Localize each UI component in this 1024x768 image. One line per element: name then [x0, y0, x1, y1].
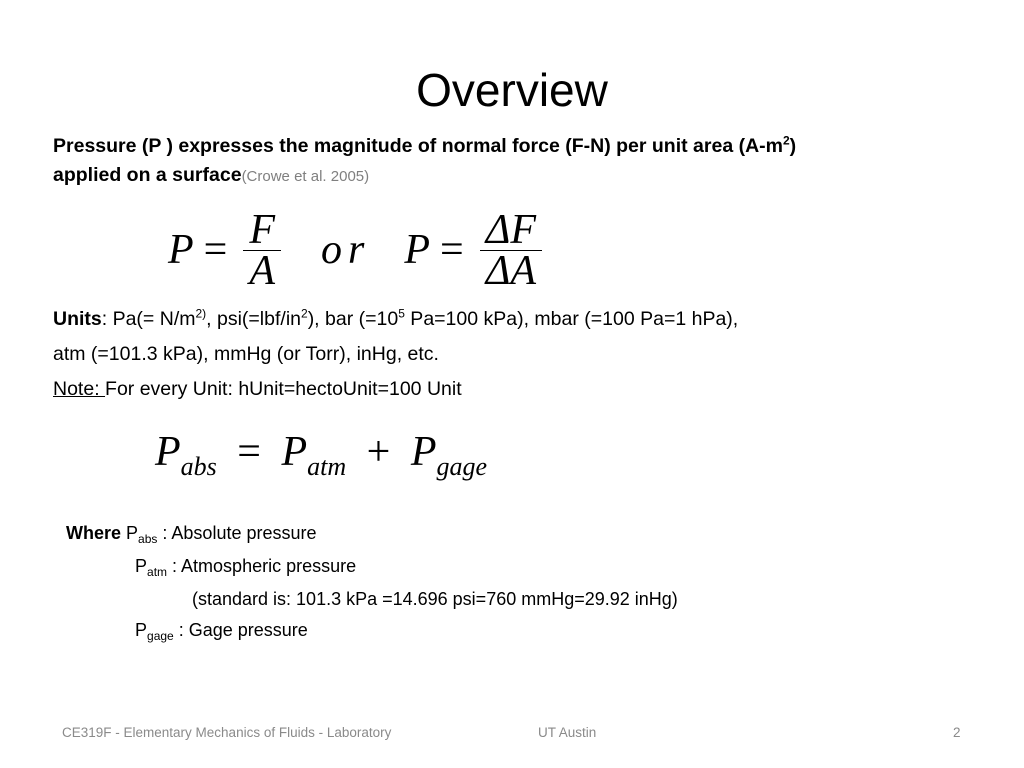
fraction-delta-f-over-delta-a: $\frac{\Delta F}{\Delta A}$	[480, 210, 542, 291]
pressure-equation: P = $\frac{F}{A}$ or P = $\frac{\Delta F}{\Delta A}$	[168, 205, 548, 295]
units-line-2: atm (=101.3 kPa), mmHg (or Torr), inHg, etc.	[53, 343, 439, 365]
where-standard: (standard is: 101.3 kPa =14.696 psi=760 mmHg=29.92 inHg)	[192, 589, 678, 609]
where-gage: $P_{gage}$ : Gage pressure	[135, 620, 308, 643]
note-line: Note: For every Unit: hUnit=hectoUnit=100 Unit	[53, 378, 462, 400]
where-atm: $P_{atm}$ : Atmospheric pressure	[135, 556, 357, 579]
citation: (Crowe et al. 2005)	[241, 168, 370, 185]
footer-school: UT Austin	[538, 725, 597, 740]
footer-course: CE319F - Elementary Mechanics of Fluids - Laboratory	[62, 725, 392, 740]
units-line-1: Units: $Pa(= N/m^{2)}$, $psi(=lbf/in^2)$, bar ($=10^5$ Pa=100 kPa), mbar (=100 Pa=1 hPa),	[53, 306, 739, 330]
footer-page-number: 2	[953, 725, 961, 740]
slide-title: Overview	[416, 64, 608, 116]
where-abs: Where $P_{abs}$ : Absolute pressure	[66, 523, 317, 546]
fraction-f-over-a: $\frac{F}{A}$	[243, 210, 281, 291]
pressure-definition: Pressure (P ) expresses the magnitude of normal force (F-N) per unit area $(A-m^2)$ applied on a surface(Crowe et al. 2005)	[53, 133, 797, 186]
absolute-pressure-equation: $P_{abs} = P_{atm} + P_{gage}$	[155, 429, 488, 481]
